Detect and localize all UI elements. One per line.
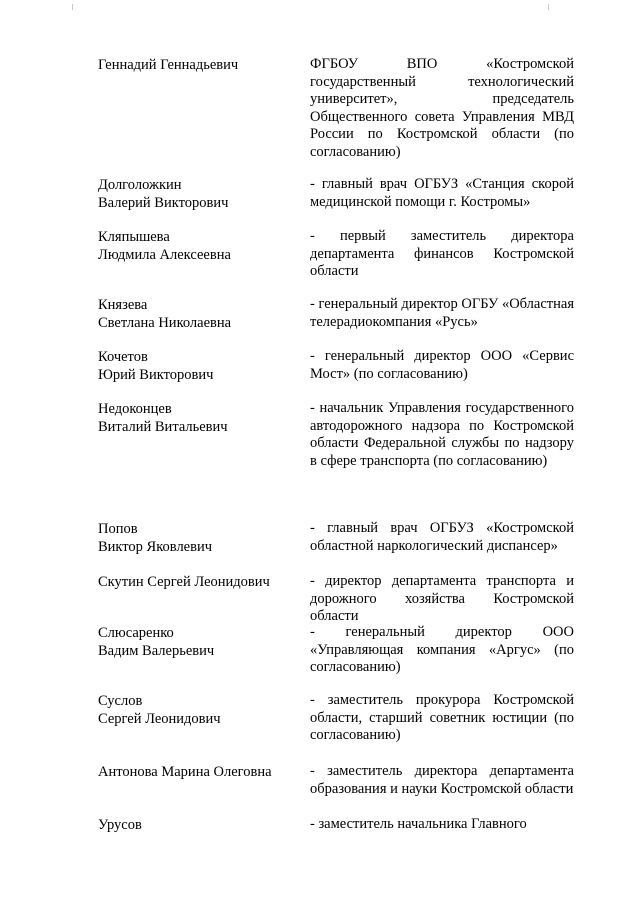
member-name: Суслов Сергей Леонидович [98, 693, 221, 727]
member-description: - начальник Управления государственного автодорожного надзора по Костромской области Федеральной службы по надзору в сфере транспорта (по согласованию) [310, 400, 574, 469]
member-description: - заместитель прокурора Костромской области, старший советник юстиции (по согласованию) [310, 692, 574, 743]
member-name: Князева Светлана Николаевна [98, 297, 232, 331]
member-name: Скутин Сергей Леонидович [98, 574, 270, 590]
member-description: - генеральный директор ОГБУ «Областная телерадиокомпания «Русь» [310, 296, 574, 330]
member-description: ФГБОУ ВПО «Костромской государственный технологический университет», председатель Общественного совета Управления МВД России по Костромской области (по согласованию) [310, 56, 574, 160]
member-description: - генеральный директор ООО «Управляющая компания «Аргус» (по согласованию) [310, 624, 574, 675]
scan-artifact [548, 4, 549, 10]
member-description: - директор департамента транспорта и дорожного хозяйства Костромской области [310, 573, 574, 624]
member-name: Геннадий Геннадьевич [98, 57, 239, 73]
member-name: Недоконцев Виталий Витальевич [98, 401, 228, 435]
member-name: Кочетов Юрий Викторович [98, 349, 214, 383]
member-name: Антонова Марина Олеговна [98, 764, 272, 780]
member-name: Слюсаренко Вадим Валерьевич [98, 625, 215, 659]
member-name: Урусов [98, 817, 142, 833]
member-description: - главный врач ОГБУЗ «Станция скорой медицинской помощи г. Костромы» [310, 176, 574, 210]
member-description: - генеральный директор ООО «Сервис Мост» (по согласованию) [310, 348, 574, 382]
member-description: - заместитель начальника Главного [310, 816, 527, 832]
member-description: - главный врач ОГБУЗ «Костромской областной наркологический диспансер» [310, 520, 574, 554]
member-description: - заместитель директора департамента образования и науки Костромской области [310, 763, 574, 797]
member-name: Долголожкин Валерий Викторович [98, 177, 229, 211]
member-name: Попов Виктор Яковлевич [98, 521, 213, 555]
scan-artifact [72, 4, 73, 10]
member-name: Кляпышева Людмила Алексеевна [98, 229, 231, 263]
member-description: - первый заместитель директора департамента финансов Костромской области [310, 228, 574, 279]
